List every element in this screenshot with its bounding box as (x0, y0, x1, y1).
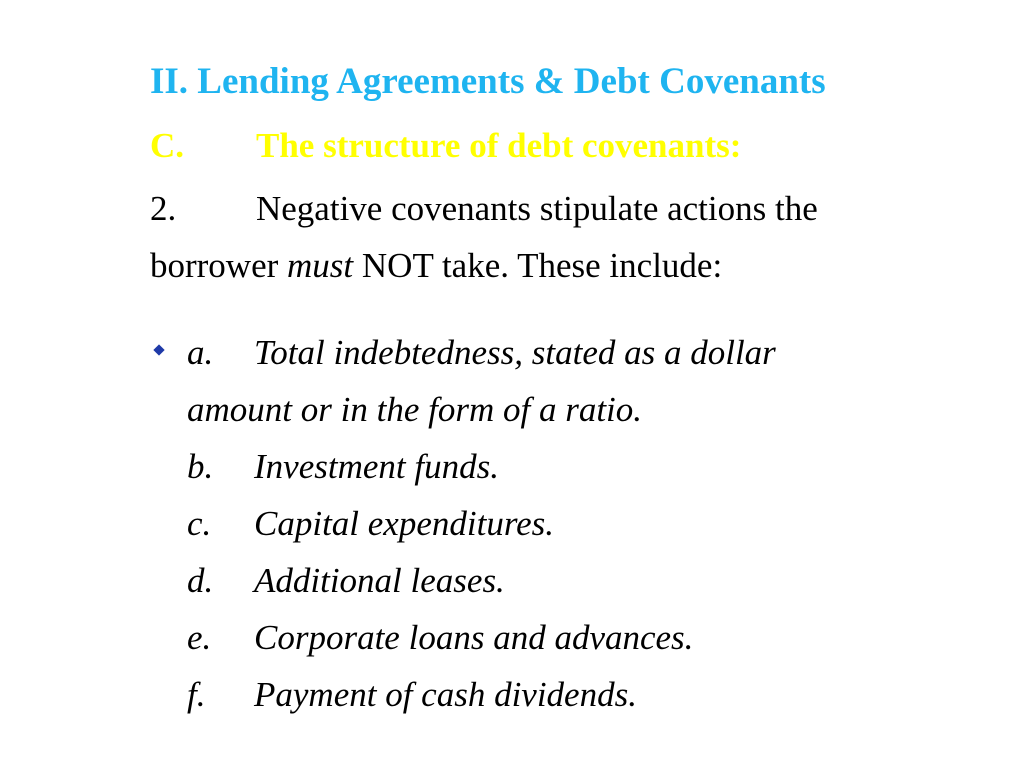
intro-line-2-emphasis: must (287, 246, 354, 285)
intro-line-1-text: Negative covenants stipulate actions the (256, 189, 818, 228)
list-item-label: c. (187, 504, 212, 543)
list-item (187, 495, 1007, 552)
list-item (187, 438, 1007, 495)
section-heading-text: The structure of debt covenants: (256, 126, 742, 165)
list-item (187, 324, 1007, 381)
list-item-label: b. (187, 447, 214, 486)
list-item-text: Additional leases. (254, 561, 505, 600)
list-item-label: e. (187, 618, 212, 657)
slide-title: II. Lending Agreements & Debt Covenants (150, 61, 826, 102)
list-item-continuation-text: amount or in the form of a ratio. (187, 390, 643, 429)
list-item-text: Payment of cash dividends. (254, 675, 637, 714)
section-heading (150, 124, 741, 168)
diamond-bullet-icon (153, 344, 164, 355)
intro-number: 2. (150, 189, 177, 228)
intro-line-2 (150, 237, 1010, 294)
covenant-items (187, 324, 1007, 723)
list-item-text: Capital expenditures. (254, 504, 555, 543)
list-item-text: Investment funds. (254, 447, 499, 486)
list-item-text: Total indebtedness, stated as a dollar (254, 333, 776, 372)
list-item (187, 666, 1007, 723)
intro-line-2-pre: borrower (150, 246, 288, 285)
list-item (187, 609, 1007, 666)
intro-line-2-post: NOT take. These include: (353, 246, 723, 285)
section-heading-number: C. (150, 126, 185, 165)
list-item-label: a. (187, 333, 214, 372)
list-item-label: d. (187, 561, 214, 600)
intro-line-1 (150, 180, 1010, 237)
list-item-continuation (187, 381, 1007, 438)
intro-paragraph (150, 180, 1010, 294)
list-item-text: Corporate loans and advances. (254, 618, 694, 657)
list-item (187, 552, 1007, 609)
list-item-label: f. (187, 675, 206, 714)
